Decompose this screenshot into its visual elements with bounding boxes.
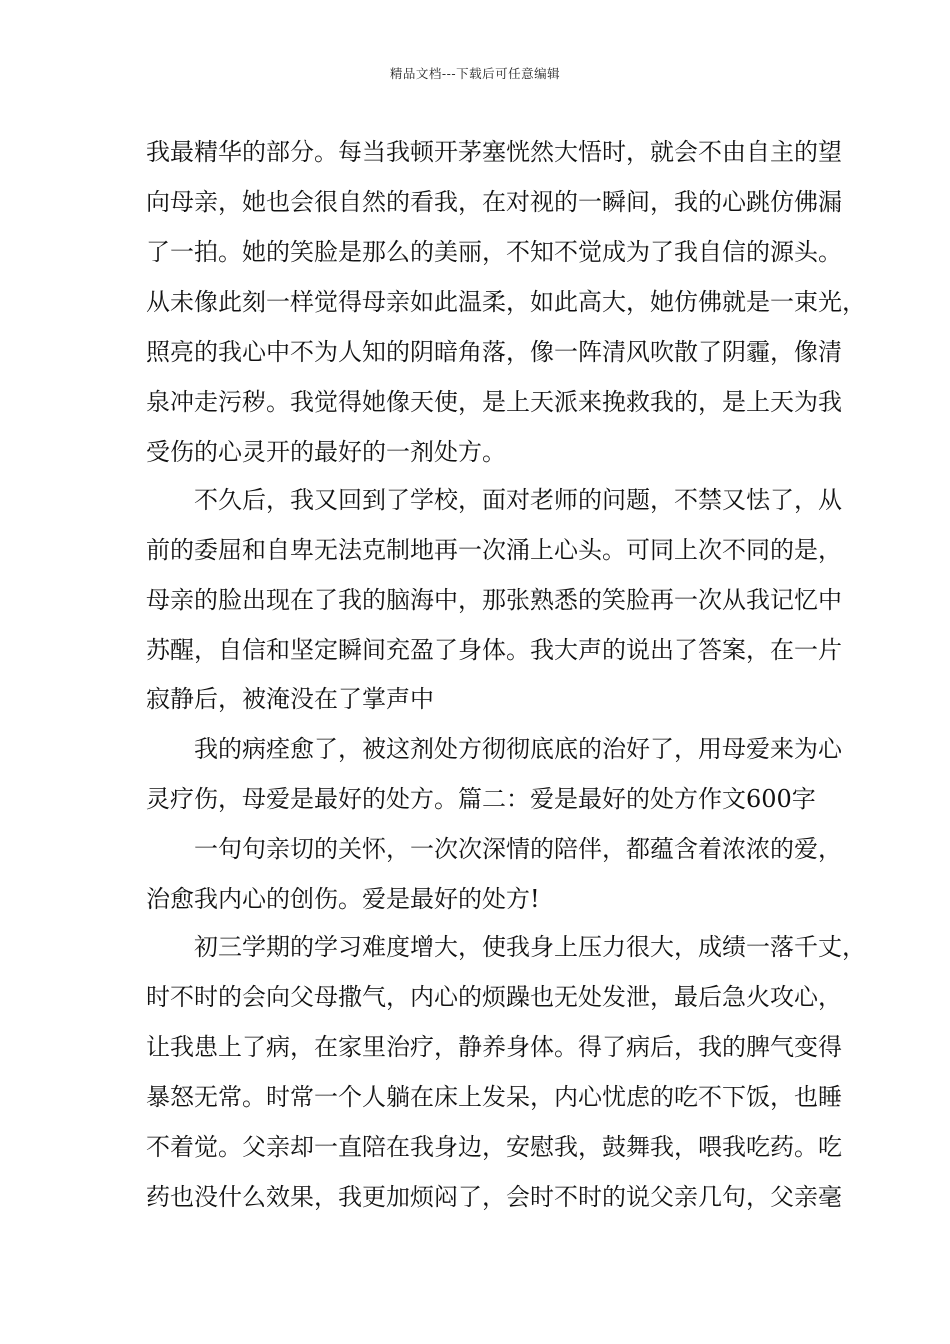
- text-line: 母亲的脸出现在了我的脑海中，那张熟悉的笑脸再一次从我记忆中: [146, 586, 842, 614]
- text-line: 寂静后，被淹没在了掌声中: [146, 685, 434, 713]
- text-line: 暴怒无常。时常一个人躺在床上发呆，内心忧虑的吃不下饭，也睡: [146, 1083, 842, 1111]
- text-line: 了一拍。她的笑脸是那么的美丽，不知不觉成为了我自信的源头。: [146, 238, 842, 266]
- text-line: 灵疗伤，母爱是最好的处方。篇二：爱是最好的处方作文600字: [146, 785, 816, 813]
- text-line: 从未像此刻一样觉得母亲如此温柔，如此高大，她仿佛就是一束光，: [146, 288, 866, 316]
- text-line: 我的病痊愈了，被这剂处方彻彻底底的治好了，用母爱来为心: [194, 735, 842, 763]
- text-line: 泉冲走污秽。我觉得她像天使，是上天派来挽救我的，是上天为我: [146, 388, 842, 416]
- text-line: 前的委屈和自卑无法克制地再一次涌上心头。可同上次不同的是，: [146, 536, 842, 564]
- text-line: 向母亲，她也会很自然的看我，在对视的一瞬间，我的心跳仿佛漏: [146, 188, 842, 216]
- text-line: 让我患上了病，在家里治疗，静养身体。得了病后，我的脾气变得: [146, 1033, 842, 1061]
- text-line: 治愈我内心的创伤。爱是最好的处方!: [146, 885, 540, 913]
- text-line: 初三学期的学习难度增大，使我身上压力很大，成绩一落千丈，: [194, 933, 866, 961]
- text-line: 一句句亲切的关怀，一次次深情的陪伴，都蕴含着浓浓的爱，: [194, 835, 842, 863]
- text-line: 不着觉。父亲却一直陪在我身边，安慰我，鼓舞我，喂我吃药。吃: [146, 1133, 842, 1161]
- text-line: 药也没什么效果，我更加烦闷了，会时不时的说父亲几句，父亲毫: [146, 1183, 842, 1211]
- text-line: 我最精华的部分。每当我顿开茅塞恍然大悟时，就会不由自主的望: [146, 138, 842, 166]
- text-line: 受伤的心灵开的最好的一剂处方。: [146, 438, 506, 466]
- text-line: 不久后，我又回到了学校，面对老师的问题，不禁又怯了，从: [194, 486, 842, 514]
- text-line: 照亮的我心中不为人知的阴暗角落，像一阵清风吹散了阴霾，像清: [146, 338, 842, 366]
- text-line: 苏醒，自信和坚定瞬间充盈了身体。我大声的说出了答案，在一片: [146, 636, 842, 664]
- text-line: 时不时的会向父母撒气，内心的烦躁也无处发泄，最后急火攻心，: [146, 983, 842, 1011]
- page-header: 精品文档---下载后可任意编辑: [389, 66, 561, 81]
